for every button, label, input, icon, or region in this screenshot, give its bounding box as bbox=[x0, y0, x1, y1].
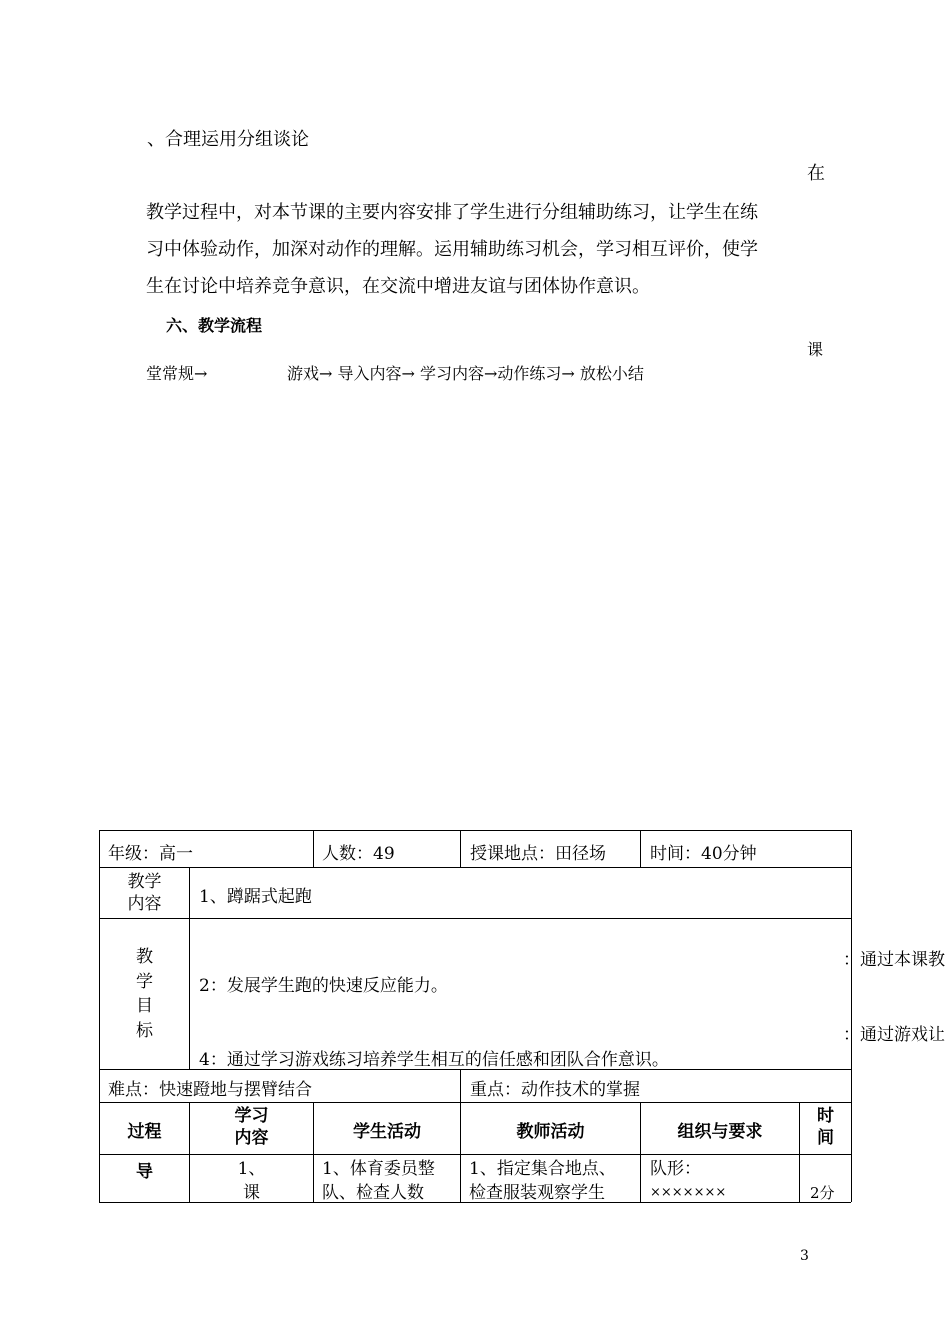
header-learning-content: 学习 内容 bbox=[234, 1106, 269, 1148]
row-teacher-activity: 1、指定集合地点、 检查服装观察学生 bbox=[469, 1159, 616, 1203]
row-process: 导 bbox=[136, 1162, 153, 1182]
row-organization: 队形： ××××××× bbox=[650, 1159, 727, 1200]
student-count-cell: 人数：49 bbox=[322, 844, 395, 864]
paragraph-line: 在 bbox=[807, 163, 825, 184]
header-time: 时 间 bbox=[817, 1106, 834, 1148]
section-heading-grouping: 、合理运用分组谈论 bbox=[147, 129, 309, 150]
row-time: 2分 bbox=[810, 1184, 835, 1202]
goal-line-overflow: ：通过游戏让 bbox=[843, 1025, 945, 1045]
location-cell: 授课地点：田径场 bbox=[470, 844, 606, 864]
teaching-goals-label: 教 学 目 标 bbox=[136, 947, 153, 1041]
row-learning-content: 1、 课 bbox=[237, 1159, 266, 1203]
flow-line: 课 bbox=[807, 340, 824, 359]
flow-line: 堂常规→ bbox=[146, 364, 208, 383]
flow-line: 游戏→ 导入内容→ 学习内容→动作练习→ 放松小结 bbox=[287, 364, 644, 383]
section-heading-teaching-flow: 六、教学流程 bbox=[166, 316, 263, 335]
duration-cell: 时间：40分钟 bbox=[650, 844, 757, 864]
goal-line: 4：通过学习游戏练习培养学生相互的信任感和团队合作意识。 bbox=[199, 1050, 669, 1070]
paragraph-line: 生在讨论中培养竞争意识，在交流中增进友谊与团体协作意识。 bbox=[146, 276, 650, 297]
paragraph-line: 教学过程中，对本节课的主要内容安排了学生进行分组辅助练习，让学生在练 bbox=[146, 202, 758, 223]
page-number: 3 bbox=[800, 1248, 809, 1264]
header-student-activity: 学生活动 bbox=[353, 1122, 421, 1142]
teaching-content-label: 教学 内容 bbox=[127, 872, 162, 914]
paragraph-line: 习中体验动作，加深对动作的理解。运用辅助练习机会，学习相互评价，使学 bbox=[146, 239, 758, 260]
header-organization: 组织与要求 bbox=[677, 1122, 763, 1142]
difficulty-cell: 难点：快速蹬地与摆臂结合 bbox=[108, 1080, 312, 1100]
goal-line: 2：发展学生跑的快速反应能力。 bbox=[199, 976, 448, 996]
header-teacher-activity: 教师活动 bbox=[516, 1122, 585, 1142]
teaching-content-value: 1、蹲踞式起跑 bbox=[199, 887, 312, 907]
grade-cell: 年级：高一 bbox=[108, 844, 193, 864]
header-process: 过程 bbox=[127, 1122, 162, 1142]
keypoint-cell: 重点：动作技术的掌握 bbox=[470, 1080, 640, 1100]
row-student-activity: 1、体育委员整 队、检查人数 bbox=[322, 1159, 435, 1203]
goal-line-overflow: ：通过本课教 bbox=[843, 950, 945, 970]
